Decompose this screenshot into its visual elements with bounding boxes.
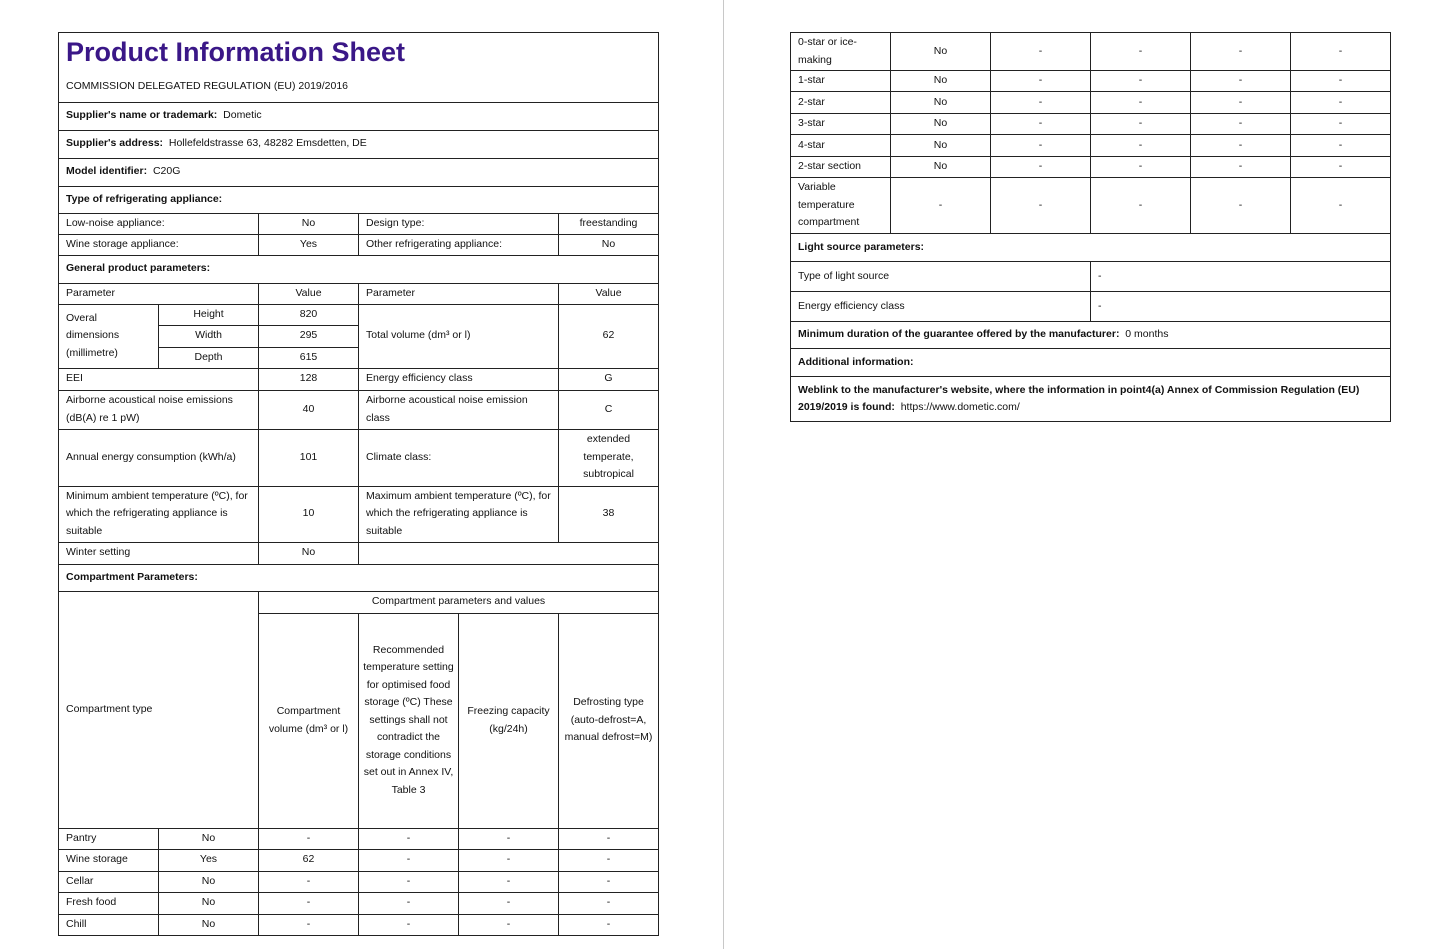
compartment-type-header: Compartment type [59, 591, 259, 828]
light-type-value: - [1091, 262, 1391, 292]
supplier-address-row [59, 130, 659, 158]
compartment-temp: - [1091, 135, 1191, 157]
col-value-2: Value [559, 283, 659, 304]
other-value: No [559, 234, 659, 255]
supplier-address: Hollefeldstrasse 63, 48282 Emsdetten, DE [168, 137, 367, 150]
compartment-present: - [891, 178, 991, 234]
total-volume-label: Total volume (dm³ or l) [359, 304, 559, 368]
compartment-temp: - [1091, 157, 1191, 178]
compartment-present: No [159, 871, 259, 892]
energy-class-label: Energy efficiency class [359, 368, 559, 390]
compartment-temp: - [1091, 114, 1191, 135]
min-temp-value: 10 [259, 486, 359, 542]
guarantee-label: Minimum duration of the guarantee offered by the manufacturer: [798, 328, 1120, 341]
low-noise-label: Low-noise appliance: [59, 213, 259, 234]
compartment-volume: - [991, 114, 1091, 135]
compartment-freezing: - [459, 892, 559, 914]
compartment-temp: - [1091, 92, 1191, 114]
weblink-url[interactable]: https://www.dometic.com/ [900, 401, 1020, 413]
compartment-freezing: - [1191, 135, 1291, 157]
compartment-freezing: - [459, 849, 559, 871]
supplier-name-row [59, 102, 659, 130]
compartment-name: Pantry [59, 828, 159, 849]
guarantee-row [791, 322, 1391, 349]
compartment-row [59, 849, 659, 871]
compartment-volume: - [991, 135, 1091, 157]
compartment-present: No [159, 914, 259, 935]
page-title: Product Information Sheet [66, 37, 406, 67]
compartment-name: 2-star section [791, 157, 891, 178]
climate-label: Climate class: [359, 429, 559, 486]
compartment-defrost: - [1291, 71, 1391, 92]
compartment-name: Variable temperature compartment [791, 178, 891, 234]
compartment-volume: - [991, 157, 1091, 178]
depth-value: 615 [259, 347, 359, 368]
noise-class-label: Airborne acoustical noise emission class [359, 390, 559, 429]
compartment-volume: - [259, 892, 359, 914]
compartment-temp: - [1091, 178, 1191, 234]
other-label: Other refrigerating appliance: [359, 234, 559, 255]
min-temp-label: Minimum ambient temperature (ºC), for which the refrigerating appliance is suitable [59, 486, 259, 542]
wine-storage-label: Wine storage appliance: [59, 234, 259, 255]
compartment-present: No [891, 157, 991, 178]
width-label: Width [159, 325, 259, 347]
additional-info-heading: Additional information: [791, 349, 1391, 377]
compartment-row [791, 71, 1391, 92]
design-value: freestanding [559, 213, 659, 234]
col-value: Value [259, 283, 359, 304]
compartment-row [791, 157, 1391, 178]
winter-value: No [259, 542, 359, 564]
compartment-volume: - [991, 33, 1091, 71]
compartment-defrost: - [1291, 114, 1391, 135]
compartment-present: No [891, 114, 991, 135]
compartment-defrost: - [1291, 157, 1391, 178]
winter-label: Winter setting [59, 542, 259, 564]
compartment-volume: - [259, 871, 359, 892]
compartment-defrost: - [1291, 92, 1391, 114]
compartment-row [59, 914, 659, 935]
light-class-value: - [1091, 292, 1391, 322]
compartment-freezing: - [1191, 33, 1291, 71]
compartment-volume: - [991, 71, 1091, 92]
supplier-name-label: Supplier's name or trademark: [66, 109, 218, 122]
height-label: Height [159, 304, 259, 325]
eei-value: 128 [259, 368, 359, 390]
compartment-defrost: - [559, 849, 659, 871]
col-temperature: Recommended temperature setting for optimised food storage (ºC) These settings shall not contradict the storage conditions set out in Annex IV, Table 3 [359, 613, 459, 828]
compartment-name: Chill [59, 914, 159, 935]
compartment-defrost: - [1291, 135, 1391, 157]
col-defrost: Defrosting type (auto-defrost=A, manual defrost=M) [559, 613, 659, 828]
compartment-row [59, 892, 659, 914]
compartment-name: 1-star [791, 71, 891, 92]
title-cell [59, 33, 659, 103]
col-volume: Compartment volume (dm³ or l) [259, 613, 359, 828]
compartment-group-header: Compartment parameters and values [259, 591, 659, 613]
annual-energy-value: 101 [259, 429, 359, 486]
compartment-temp: - [1091, 33, 1191, 71]
appliance-type-heading: Type of refrigerating appliance: [59, 186, 659, 213]
compartment-name: 2-star [791, 92, 891, 114]
noise-class-value: C [559, 390, 659, 429]
weblink-row [791, 377, 1391, 422]
compartment-name: 4-star [791, 135, 891, 157]
compartment-defrost: - [1291, 178, 1391, 234]
weblink-label: Weblink to the manufacturer's website, where the information in point4(a) Annex of Commission Regulation (EU) 2019/2019 is found: [798, 383, 1360, 413]
supplier-name: Dometic [223, 109, 262, 122]
depth-label: Depth [159, 347, 259, 368]
compartment-volume: 62 [259, 849, 359, 871]
compartment-heading: Compartment Parameters: [59, 564, 659, 591]
compartment-name: 0-star or ice-making [791, 33, 891, 71]
compartment-volume: - [991, 92, 1091, 114]
compartment-row [791, 92, 1391, 114]
compartment-row [791, 114, 1391, 135]
supplier-address-label: Supplier's address: [66, 137, 164, 150]
width-value: 295 [259, 325, 359, 347]
compartment-row [59, 871, 659, 892]
compartment-defrost: - [559, 871, 659, 892]
col-parameter-2: Parameter [359, 283, 559, 304]
compartment-defrost: - [559, 892, 659, 914]
compartment-row [791, 33, 1391, 71]
compartment-name: Cellar [59, 871, 159, 892]
compartment-temp: - [359, 914, 459, 935]
max-temp-value: 38 [559, 486, 659, 542]
compartment-freezing: - [1191, 71, 1291, 92]
compartment-defrost: - [1291, 33, 1391, 71]
page-divider [723, 0, 724, 949]
compartment-row [791, 178, 1391, 234]
compartment-volume: - [259, 828, 359, 849]
compartment-present: No [159, 828, 259, 849]
compartment-present: Yes [159, 849, 259, 871]
compartment-row [791, 135, 1391, 157]
compartment-temp: - [359, 849, 459, 871]
compartment-volume: - [991, 178, 1091, 234]
compartment-freezing: - [1191, 157, 1291, 178]
eei-label: EEI [59, 368, 259, 390]
compartment-name: Fresh food [59, 892, 159, 914]
max-temp-label: Maximum ambient temperature (ºC), for which the refrigerating appliance is suitable [359, 486, 559, 542]
compartment-present: No [891, 135, 991, 157]
compartment-name: 3-star [791, 114, 891, 135]
compartment-defrost: - [559, 828, 659, 849]
col-parameter: Parameter [59, 283, 259, 304]
product-info-table-page1 [58, 32, 659, 936]
noise-label: Airborne acoustical noise emissions (dB(A) re 1 pW) [59, 390, 259, 429]
compartment-temp: - [359, 892, 459, 914]
model-label: Model identifier: [66, 165, 148, 178]
compartment-name: Wine storage [59, 849, 159, 871]
compartment-freezing: - [1191, 114, 1291, 135]
compartment-present: No [891, 33, 991, 71]
compartment-temp: - [359, 871, 459, 892]
climate-value: extended temperate, subtropical [559, 429, 659, 486]
compartment-freezing: - [1191, 92, 1291, 114]
compartment-temp: - [359, 828, 459, 849]
compartment-present: No [891, 71, 991, 92]
energy-class-value: G [559, 368, 659, 390]
regulation: COMMISSION DELEGATED REGULATION (EU) 2019/2016 [66, 80, 349, 92]
compartment-volume: - [259, 914, 359, 935]
dimensions-label: Overal dimensions (millimetre) [59, 304, 159, 368]
product-info-table-page2 [790, 32, 1391, 422]
annual-energy-label: Annual energy consumption (kWh/a) [59, 429, 259, 486]
light-type-label: Type of light source [791, 262, 1091, 292]
noise-value: 40 [259, 390, 359, 429]
compartment-freezing: - [459, 914, 559, 935]
compartment-freezing: - [1191, 178, 1291, 234]
model-row [59, 158, 659, 186]
compartment-freezing: - [459, 871, 559, 892]
wine-storage-value: Yes [259, 234, 359, 255]
general-heading: General product parameters: [59, 255, 659, 283]
compartment-defrost: - [559, 914, 659, 935]
light-heading: Light source parameters: [791, 234, 1391, 262]
compartment-present: No [159, 892, 259, 914]
compartment-row [59, 828, 659, 849]
compartment-freezing: - [459, 828, 559, 849]
low-noise-value: No [259, 213, 359, 234]
model-identifier: C20G [152, 165, 181, 178]
empty-cell [359, 542, 659, 564]
design-label: Design type: [359, 213, 559, 234]
col-freezing: Freezing capacity (kg/24h) [459, 613, 559, 828]
guarantee-value: 0 months [1125, 328, 1169, 341]
light-class-label: Energy efficiency class [791, 292, 1091, 322]
height-value: 820 [259, 304, 359, 325]
total-volume-value: 62 [559, 304, 659, 368]
compartment-present: No [891, 92, 991, 114]
compartment-temp: - [1091, 71, 1191, 92]
